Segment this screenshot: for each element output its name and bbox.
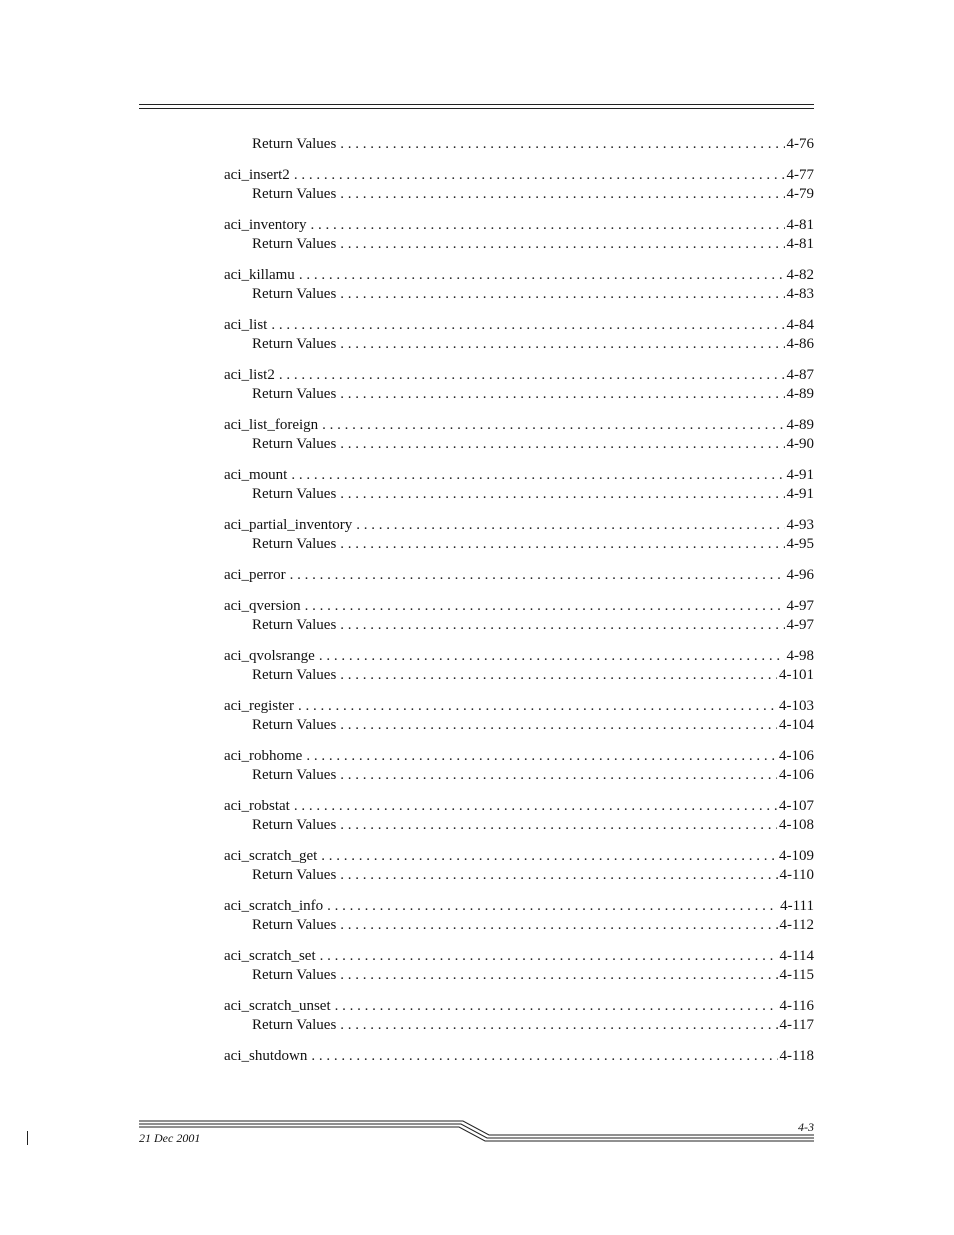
toc-subentry[interactable] <box>224 866 814 885</box>
footer-date: 21 Dec 2001 <box>139 1131 201 1145</box>
dot-leader <box>340 866 777 885</box>
toc-page-number: 4-114 <box>779 948 814 964</box>
dot-leader <box>340 816 777 835</box>
toc-title: Return Values <box>252 386 337 402</box>
toc-subentry[interactable] <box>224 666 814 685</box>
toc-function-entry[interactable] <box>224 647 814 666</box>
toc-page-number: 4-91 <box>786 486 814 502</box>
toc-function-entry[interactable] <box>224 847 814 866</box>
toc-function-entry[interactable] <box>224 697 814 716</box>
toc-page-number: 4-93 <box>786 517 814 533</box>
toc-title: Return Values <box>252 767 337 783</box>
dot-leader <box>294 797 777 816</box>
toc-subentry[interactable] <box>224 435 814 454</box>
toc-subentry[interactable] <box>224 916 814 935</box>
toc-entry <box>224 947 814 985</box>
toc-title: aci_list_foreign <box>224 417 319 433</box>
toc-title: aci_killamu <box>224 267 295 283</box>
toc-function-entry[interactable] <box>224 516 814 535</box>
footer-rule <box>139 1118 814 1148</box>
toc-page-number: 4-81 <box>786 236 814 252</box>
toc-subentry[interactable] <box>224 385 814 404</box>
dot-leader <box>340 616 784 635</box>
toc-page-number: 4-117 <box>779 1017 814 1033</box>
toc-title: aci_qvolsrange <box>224 648 315 664</box>
toc-title: aci_inventory <box>224 217 307 233</box>
dot-leader <box>356 516 784 535</box>
toc-title: aci_list2 <box>224 367 275 383</box>
dot-leader <box>306 747 777 766</box>
dot-leader <box>322 416 784 435</box>
toc-title: aci_robhome <box>224 748 303 764</box>
change-bar <box>27 1131 28 1145</box>
toc-title: Return Values <box>252 136 337 152</box>
toc-page-number: 4-77 <box>786 167 814 183</box>
toc-title: aci_list <box>224 317 268 333</box>
toc-function-entry[interactable] <box>224 797 814 816</box>
toc-title: Return Values <box>252 967 337 983</box>
toc-entry <box>224 416 814 454</box>
dot-leader <box>335 997 778 1016</box>
toc-page-number: 4-83 <box>786 286 814 302</box>
toc-title: Return Values <box>252 236 337 252</box>
toc-entry <box>224 647 814 685</box>
dot-leader <box>340 1016 777 1035</box>
toc-title: Return Values <box>252 717 337 733</box>
toc-page-number: 4-109 <box>779 848 814 864</box>
toc-page-number: 4-107 <box>779 798 814 814</box>
toc-entry <box>224 135 814 154</box>
toc-subentry[interactable] <box>224 1016 814 1035</box>
toc-subentry[interactable] <box>224 716 814 735</box>
toc-subentry[interactable] <box>224 766 814 785</box>
toc-title: Return Values <box>252 817 337 833</box>
toc-function-entry[interactable] <box>224 416 814 435</box>
toc-page-number: 4-90 <box>786 436 814 452</box>
toc-function-entry[interactable] <box>224 997 814 1016</box>
toc-title: aci_insert2 <box>224 167 290 183</box>
toc-entry <box>224 847 814 885</box>
toc-subentry[interactable] <box>224 235 814 254</box>
dot-leader <box>319 647 785 666</box>
toc-page-number: 4-110 <box>779 867 814 883</box>
dot-leader <box>299 266 785 285</box>
toc-entry <box>224 697 814 735</box>
toc-title: Return Values <box>252 667 337 683</box>
toc-page-number: 4-106 <box>779 767 814 783</box>
toc-title: aci_shutdown <box>224 1048 308 1064</box>
dot-leader <box>279 366 785 385</box>
footer-page-number: 4-3 <box>798 1120 814 1134</box>
toc-title: aci_scratch_unset <box>224 998 331 1014</box>
toc-page-number: 4-86 <box>786 336 814 352</box>
toc-function-entry[interactable] <box>224 466 814 485</box>
toc-title: Return Values <box>252 617 337 633</box>
toc-title: aci_robstat <box>224 798 290 814</box>
toc-page-number: 4-89 <box>786 417 814 433</box>
dot-leader <box>340 135 784 154</box>
dot-leader <box>291 466 784 485</box>
dot-leader <box>290 566 785 585</box>
toc-page-number: 4-116 <box>779 998 814 1014</box>
toc-page-number: 4-115 <box>779 967 814 983</box>
header-rule <box>139 104 814 110</box>
toc-function-entry[interactable] <box>224 216 814 235</box>
toc-subentry[interactable] <box>224 135 814 154</box>
toc-title: Return Values <box>252 286 337 302</box>
toc-page-number: 4-96 <box>786 567 814 583</box>
toc-page-number: 4-98 <box>786 648 814 664</box>
toc-entry <box>224 897 814 935</box>
toc-entry <box>224 466 814 504</box>
toc-entry <box>224 566 814 585</box>
toc-page-number: 4-87 <box>786 367 814 383</box>
toc-function-entry[interactable] <box>224 566 814 585</box>
toc-title: Return Values <box>252 486 337 502</box>
dot-leader <box>340 666 777 685</box>
toc-entry <box>224 997 814 1035</box>
toc-page-number: 4-82 <box>786 267 814 283</box>
toc-page-number: 4-95 <box>786 536 814 552</box>
toc-title: aci_scratch_set <box>224 948 316 964</box>
toc-title: aci_register <box>224 698 294 714</box>
toc-title: Return Values <box>252 436 337 452</box>
toc-function-entry[interactable] <box>224 897 814 916</box>
dot-leader <box>340 185 784 204</box>
dot-leader <box>271 316 784 335</box>
dot-leader <box>340 235 784 254</box>
toc-page-number: 4-91 <box>786 467 814 483</box>
toc-page-number: 4-101 <box>779 667 814 683</box>
toc-title: Return Values <box>252 1017 337 1033</box>
toc-title: aci_qversion <box>224 598 301 614</box>
toc-page-number: 4-81 <box>786 217 814 233</box>
toc-page-number: 4-111 <box>780 898 814 914</box>
toc-page-number: 4-118 <box>779 1048 814 1064</box>
toc-page-number: 4-106 <box>779 748 814 764</box>
toc-title: aci_partial_inventory <box>224 517 353 533</box>
toc-title: aci_scratch_get <box>224 848 318 864</box>
toc-page-number: 4-103 <box>779 698 814 714</box>
toc-title: aci_perror <box>224 567 286 583</box>
table-of-contents <box>224 135 814 1078</box>
dot-leader <box>340 435 784 454</box>
toc-title: Return Values <box>252 536 337 552</box>
toc-title: Return Values <box>252 186 337 202</box>
dot-leader <box>340 535 784 554</box>
toc-title: Return Values <box>252 917 337 933</box>
toc-title: Return Values <box>252 336 337 352</box>
toc-function-entry[interactable] <box>224 947 814 966</box>
toc-entry <box>224 166 814 204</box>
toc-entry <box>224 1047 814 1066</box>
dot-leader <box>320 947 778 966</box>
toc-entry <box>224 316 814 354</box>
dot-leader <box>327 897 778 916</box>
toc-subentry[interactable] <box>224 285 814 304</box>
dot-leader <box>340 285 784 304</box>
dot-leader <box>340 716 777 735</box>
toc-function-entry[interactable] <box>224 316 814 335</box>
dot-leader <box>340 916 777 935</box>
toc-entry <box>224 366 814 404</box>
dot-leader <box>340 335 784 354</box>
dot-leader <box>340 766 777 785</box>
toc-page-number: 4-84 <box>786 317 814 333</box>
toc-function-entry[interactable] <box>224 166 814 185</box>
toc-subentry[interactable] <box>224 616 814 635</box>
dot-leader <box>340 485 784 504</box>
dot-leader <box>311 1047 777 1066</box>
toc-entry <box>224 216 814 254</box>
toc-entry <box>224 516 814 554</box>
toc-function-entry[interactable] <box>224 597 814 616</box>
dot-leader <box>294 166 785 185</box>
toc-page-number: 4-108 <box>779 817 814 833</box>
toc-page-number: 4-112 <box>779 917 814 933</box>
toc-subentry[interactable] <box>224 335 814 354</box>
toc-subentry[interactable] <box>224 966 814 985</box>
dot-leader <box>321 847 777 866</box>
toc-page-number: 4-76 <box>786 136 814 152</box>
toc-page-number: 4-104 <box>779 717 814 733</box>
toc-entry <box>224 597 814 635</box>
toc-entry <box>224 747 814 785</box>
dot-leader <box>310 216 784 235</box>
dot-leader <box>340 385 784 404</box>
toc-subentry[interactable] <box>224 485 814 504</box>
toc-function-entry[interactable] <box>224 266 814 285</box>
toc-function-entry[interactable] <box>224 366 814 385</box>
toc-page-number: 4-79 <box>786 186 814 202</box>
toc-function-entry[interactable] <box>224 747 814 766</box>
toc-title: aci_mount <box>224 467 288 483</box>
toc-entry <box>224 797 814 835</box>
toc-subentry[interactable] <box>224 535 814 554</box>
toc-page-number: 4-97 <box>786 617 814 633</box>
toc-title: aci_scratch_info <box>224 898 324 914</box>
toc-function-entry[interactable] <box>224 1047 814 1066</box>
toc-subentry[interactable] <box>224 185 814 204</box>
toc-page-number: 4-89 <box>786 386 814 402</box>
toc-entry <box>224 266 814 304</box>
toc-page-number: 4-97 <box>786 598 814 614</box>
dot-leader <box>305 597 785 616</box>
toc-subentry[interactable] <box>224 816 814 835</box>
toc-title: Return Values <box>252 867 337 883</box>
dot-leader <box>340 966 777 985</box>
dot-leader <box>298 697 777 716</box>
